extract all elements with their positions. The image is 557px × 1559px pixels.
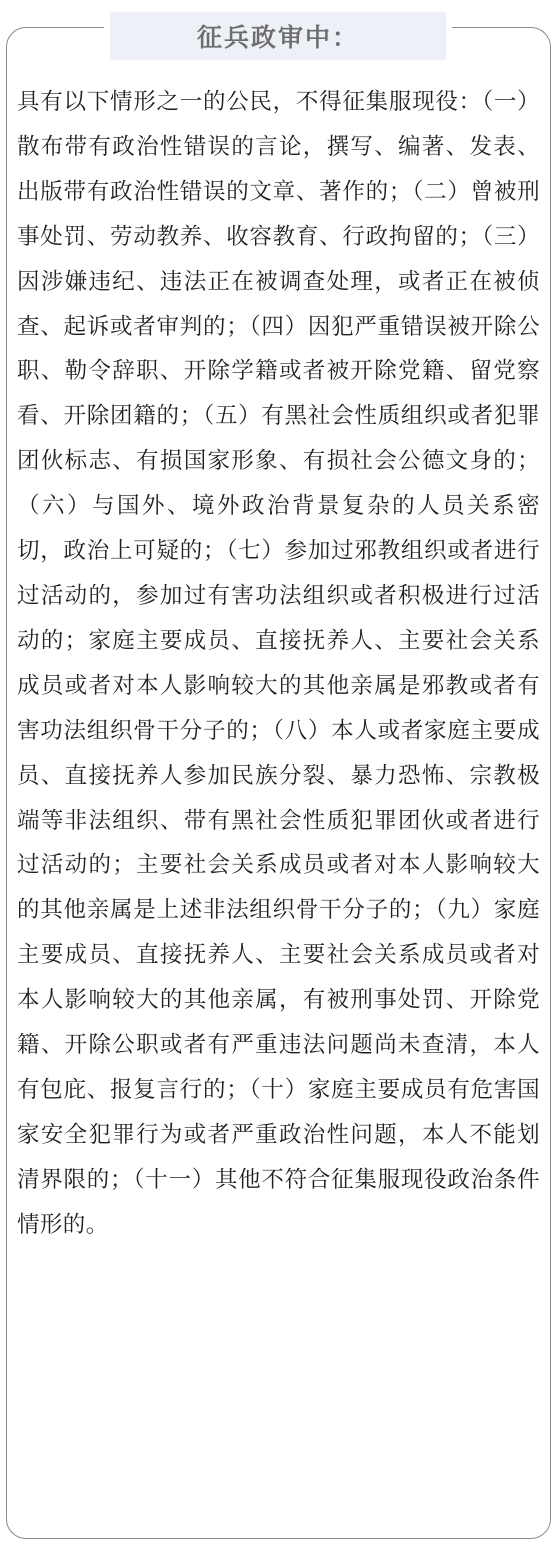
title-tab <box>104 12 452 60</box>
section-title: 征兵政审中： <box>196 23 359 52</box>
body-paragraph: 具有以下情形之一的公民，不得征集服现役：（一）散布带有政治性错误的言论，撰写、编著、发表、出版带有政治性错误的文章、著作的；（二）曾被刑事处罚、劳动教养、收容教育、行政拘留的；（三）因涉嫌违纪、违法正在被调查处理，或者正在被侦查、起诉或者审判的；（四）因犯严重错误被开除公职、勒令辞职、开除学籍或者被开除党籍、留党察看、开除团籍的；（五）有黑社会性质组织或者犯罪团伙标志、有损国家形象、有损社会公德文身的；（六）与国外、境外政治背景复杂的人员关系密切，政治上可疑的；（七）参加过邪教组织或者进行过活动的，参加过有害功法组织或者积极进行过活动的；家庭主要成员、直接抚养人、主要社会关系成员或者对本人影响较大的其他亲属是邪教或者有害功法组织骨干分子的；（八）本人或者家庭主要成员、直接抚养人参加民族分裂、暴力恐怖、宗教极端等非法组织、带有黑社会性质犯罪团伙或者进行过活动的；主要社会关系成员或者对本人影响较大的其他亲属是上述非法组织骨干分子的；（九）家庭主要成员、直接抚养人、主要社会关系成员或者对本人影响较大的其他亲属，有被刑事处罚、开除党籍、开除公职或者有严重违法问题尚未查清，本人有包庇、报复言行的；（十）家庭主要成员有危害国家安全犯罪行为或者严重政治性问题，本人不能划清界限的；（十一）其他不符合征集服现役政治条件情形的。 <box>17 89 540 1238</box>
